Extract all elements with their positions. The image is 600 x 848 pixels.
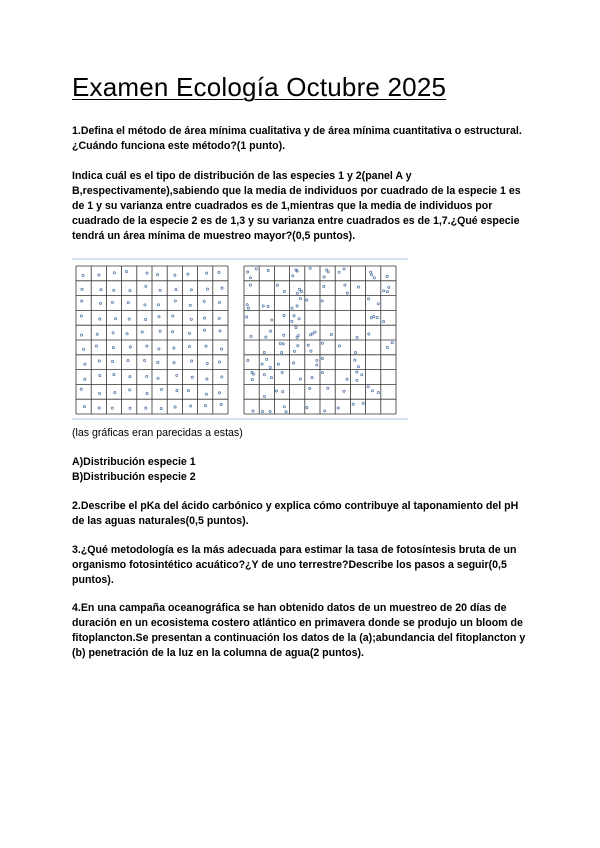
panel-a-individual-dot [220, 403, 222, 405]
panel-b-individual-dot [309, 387, 311, 389]
panel-a-individual-dot [128, 318, 130, 320]
panel-a-individual-dot [146, 272, 148, 274]
panel-b-individual-dot [362, 402, 364, 404]
panel-a-individual-dot [190, 289, 192, 291]
panel-b-individual-dot [370, 317, 372, 319]
panel-b-individual-dot [276, 284, 278, 286]
panel-b-individual-dot [291, 320, 293, 322]
panel-b-individual-dot [249, 277, 251, 279]
panel-a-individual-dot [80, 388, 82, 390]
panel-a-individual-dot [174, 274, 176, 276]
panel-a-individual-dot [126, 271, 128, 273]
panel-b-individual-dot [310, 350, 312, 352]
panel-b-individual-dot [354, 352, 356, 354]
panel-a-individual-dot [129, 346, 131, 348]
figure-caption: (las gráficas eran parecidas a estas) [72, 427, 243, 439]
panel-a-individual-dot [221, 376, 223, 378]
panel-b-individual-dot [330, 333, 332, 335]
panel-b-individual-dot [314, 331, 316, 333]
panel-a-individual-dot [99, 302, 101, 304]
panel-b-individual-dot [391, 342, 393, 344]
panel-a-individual-dot [218, 361, 220, 363]
panel-a-individual-dot [203, 300, 205, 302]
panel-a-individual-dot [98, 274, 100, 276]
panel-b-individual-dot [386, 346, 388, 348]
panel-a-individual-dot [205, 393, 207, 395]
panel-a-individual-dot [187, 273, 189, 275]
panel-a-individual-dot [176, 374, 178, 376]
panel-b-individual-dot [271, 319, 273, 321]
panel-b-individual-dot [316, 364, 318, 366]
panel-b-individual-dot [356, 371, 358, 373]
question-4: 4.En una campaña oceanográfica se han obtenido datos de un muestreo de 20 días de duración en un ecosistema costero atlántico en primavera donde se produjo un bloom de fitoplancton.Se presentan a continuación los datos de la (a);abundancia del fitoplancton y (b) penetración de la luz en la columna de agua(2 puntos). [72, 602, 526, 659]
panel-a-individual-dot [188, 332, 190, 334]
panel-b-individual-dot [279, 342, 281, 344]
panel-a-individual-dot [204, 317, 206, 319]
panel-a-individual-dot [189, 304, 191, 306]
question-1-body: Indica cuál es el tipo de distribución de las especies 1 y 2(panel A y B,respectivamente),sabiendo que la media de individuos por cuadrado de la especie 1 es de 1 y su varianza entre cuadrados es de 1,mientras que la media de individuos por cuadrado de la especie 2 es de 1,3 y su varianza entre cuadrados es de 1,7.¿Qué especie tendrá un área mínima de muestreo mayor?(0,5 puntos). [72, 170, 521, 242]
panel-a-individual-dot [141, 331, 143, 333]
panel-a-individual-dot [221, 348, 223, 350]
panel-a-individual-dot [113, 374, 115, 376]
panel-a-individual-dot [129, 376, 131, 378]
panel-a-individual-dot [218, 271, 220, 273]
panel-a-individual-dot [146, 345, 148, 347]
panel-b-individual-dot [386, 275, 388, 277]
panel-b-individual-dot [300, 291, 302, 293]
panel-b-individual-dot [252, 410, 254, 412]
panel-b-individual-dot [262, 305, 264, 307]
panel-b-individual-dot [337, 407, 339, 409]
panel-a-individual-dot [83, 406, 85, 408]
panel-a-individual-dot [82, 274, 84, 276]
panel-b-individual-dot [354, 359, 356, 361]
panel-a-individual-dot [99, 318, 101, 320]
panel-b-individual-dot [261, 363, 263, 365]
panel-b-individual-dot [343, 268, 345, 270]
panel-a-individual-dot [157, 377, 159, 379]
panel-b-individual-dot [321, 300, 323, 302]
panel-b-individual-dot [346, 378, 348, 380]
panel-a-individual-dot [218, 317, 220, 319]
panel-b-individual-dot [388, 286, 390, 288]
panel-b-individual-dot [309, 267, 311, 269]
panel-b-individual-dot [356, 379, 358, 381]
panel-b-individual-dot [269, 366, 271, 368]
panel-b-individual-dot [270, 330, 272, 332]
panel-a-individual-dot [80, 334, 82, 336]
panel-b-individual-dot [299, 378, 301, 380]
panel-a-individual-dot [146, 375, 148, 377]
panel-a-individual-dot [157, 274, 159, 276]
panel-b-individual-dot [311, 377, 313, 379]
panel-a-individual-dot [188, 346, 190, 348]
panel-b-individual-dot [306, 406, 308, 408]
question-1-intro: 1.Defina el método de área mínima cualitativa y de área mínima cuantitativa o estructural.¿Cuándo funciona este método?(1 punto). [72, 125, 522, 152]
panel-a-individual-dot [206, 362, 208, 364]
panel-a-individual-dot [190, 318, 192, 320]
panel-a-individual-dot [113, 272, 115, 274]
panel-a-individual-dot [191, 360, 193, 362]
panel-b-individual-dot [357, 286, 359, 288]
panel-b-individual-dot [269, 410, 271, 412]
panel-b-individual-dot [297, 345, 299, 347]
panel-a-individual-dot [173, 347, 175, 349]
panel-a-individual-dot [129, 407, 131, 409]
panel-a-individual-dot [145, 285, 147, 287]
panel-b-individual-dot [247, 307, 249, 309]
answer-a: A)Distribución especie 1 [72, 456, 196, 468]
panel-a-individual-dot [84, 378, 86, 380]
panel-a-individual-dot [126, 333, 128, 335]
panel-a-individual-dot [159, 330, 161, 332]
panel-a-individual-dot [98, 407, 100, 409]
panel-b-individual-dot [376, 317, 378, 319]
panel-b-individual-dot [277, 363, 279, 365]
panel-b-individual-dot [316, 359, 318, 361]
panel-a-individual-dot [145, 318, 147, 320]
panel-a-individual-dot [159, 289, 161, 291]
panel-b-individual-dot [282, 343, 284, 345]
panel-a-individual-dot [160, 408, 162, 410]
panel-b-individual-dot [270, 377, 272, 379]
panel-a-individual-dot [157, 361, 159, 363]
panel-b-individual-dot [263, 374, 265, 376]
panel-b-individual-dot [251, 379, 253, 381]
panel-b-individual-dot [266, 358, 268, 360]
panel-b-individual-dot [263, 395, 265, 397]
panel-b-individual-dot [261, 410, 263, 412]
panel-a-individual-dot [172, 315, 174, 317]
panel-b-individual-dot [386, 291, 388, 293]
panel-b-individual-dot [283, 334, 285, 336]
panel-b-individual-dot [283, 314, 285, 316]
panel-a-individual-dot [206, 378, 208, 380]
panel-b-individual-dot [293, 315, 295, 317]
distribution-panels-figure [72, 258, 408, 420]
answer-b: B)Distribución especie 2 [72, 471, 196, 483]
panel-b-individual-dot [283, 406, 285, 408]
panel-a-individual-dot [112, 332, 114, 334]
panel-a-individual-dot [98, 392, 100, 394]
panel-b-individual-dot [383, 290, 385, 292]
panel-b-individual-dot [293, 362, 295, 364]
panel-a-individual-dot [115, 318, 117, 320]
panel-b-individual-dot [323, 285, 325, 287]
panel-b-individual-dot [321, 372, 323, 374]
panel-a-individual-dot [172, 331, 174, 333]
panel-a-individual-dot [206, 288, 208, 290]
panel-b-individual-dot [367, 386, 369, 388]
panel-a-individual-dot [99, 375, 101, 377]
panel-a-individual-dot [83, 348, 85, 350]
panel-a-individual-dot [96, 333, 98, 335]
panel-a-individual-dot [221, 287, 223, 289]
panel-b-individual-dot [357, 366, 359, 368]
panel-b-individual-dot [352, 403, 354, 405]
panel-a-individual-dot [144, 359, 146, 361]
panel-b-individual-dot [296, 292, 298, 294]
panel-a-individual-dot [187, 390, 189, 392]
panel-b-individual-dot [356, 336, 358, 338]
panel-a-individual-dot [112, 360, 114, 362]
panel-b-individual-dot [377, 303, 379, 305]
panel-a-individual-dot [113, 289, 115, 291]
panel-a-individual-dot [160, 388, 162, 390]
panel-b-individual-dot [327, 271, 329, 273]
panel-a-individual-dot [204, 329, 206, 331]
panel-a-individual-dot [173, 362, 175, 364]
panel-b-individual-dot [249, 284, 251, 286]
panel-b-individual-dot [247, 271, 249, 273]
panel-a-individual-dot [190, 405, 192, 407]
panel-a-individual-dot [81, 288, 83, 290]
panel-b-individual-dot [370, 271, 372, 273]
panel-a-individual-dot [127, 302, 129, 304]
panel-b-individual-dot [282, 391, 284, 393]
panel-a-individual-dot [112, 347, 114, 349]
panel-b-individual-dot [285, 411, 287, 413]
panel-b-individual-dot [371, 274, 373, 276]
panel-b-individual-dot [263, 351, 265, 353]
panel-a-individual-dot [81, 300, 83, 302]
panel-b-individual-dot [296, 305, 298, 307]
panel-b-individual-dot [246, 316, 248, 318]
panel-a-individual-dot [206, 272, 208, 274]
panel-a-individual-dot [114, 392, 116, 394]
panel-b-individual-dot [368, 333, 370, 335]
panel-b-individual-dot [323, 276, 325, 278]
panel-b-individual-dot [310, 334, 312, 336]
panel-a-individual-dot [158, 348, 160, 350]
panel-b-individual-dot [299, 298, 301, 300]
panel-a-individual-dot [174, 406, 176, 408]
question-3: 3.¿Qué metodología es la más adecuada para estimar la tasa de fotosíntesis bruta de un organismo fotosintético acuático?¿Y de uno terrestre?Describe los pasos a seguir(0,5 puntos). [72, 544, 517, 586]
panel-a-individual-dot [218, 301, 220, 303]
panel-b-individual-dot [281, 371, 283, 373]
panel-b-individual-dot [251, 371, 253, 373]
panel-b-individual-dot [321, 357, 323, 359]
panel-b-individual-dot [275, 390, 277, 392]
panel-a-individual-dot [191, 376, 193, 378]
panel-b-individual-dot [250, 335, 252, 337]
panel-b-individual-dot [361, 374, 363, 376]
panel-b-individual-dot [255, 268, 257, 270]
panel-a-individual-dot [84, 363, 86, 365]
panel-a-individual-dot [204, 405, 206, 407]
panel-b-individual-dot [306, 299, 308, 301]
panel-a-individual-dot [100, 289, 102, 291]
panel-b-individual-dot [338, 271, 340, 273]
panel-a-individual-dot [127, 360, 129, 362]
panel-a-individual-dot [80, 315, 82, 317]
panel-a-individual-dot [158, 316, 160, 318]
panel-a-individual-dot [175, 289, 177, 291]
panel-b-individual-dot [338, 345, 340, 347]
panel-a-individual-dot [144, 304, 146, 306]
panel-b-individual-dot [373, 277, 375, 279]
panel-b-individual-dot [246, 304, 248, 306]
panel-b-individual-dot [293, 350, 295, 352]
panel-b-individual-dot [247, 359, 249, 361]
panel-b-individual-dot [371, 390, 373, 392]
panel-b-individual-dot [281, 352, 283, 354]
panel-a-individual-dot [95, 345, 97, 347]
panel-b-individual-dot [327, 387, 329, 389]
panel-b-individual-dot [296, 270, 298, 272]
panel-a-individual-dot [145, 407, 147, 409]
panel-b-individual-dot [295, 326, 297, 328]
panel-a-individual-dot [174, 300, 176, 302]
panel-b-individual-dot [267, 269, 269, 271]
panel-b-individual-dot [324, 410, 326, 412]
panel-b-individual-dot [343, 390, 345, 392]
panel-b-individual-dot [283, 290, 285, 292]
panel-a-individual-dot [111, 407, 113, 409]
panel-b-individual-dot [377, 392, 379, 394]
panel-a-individual-dot [129, 389, 131, 391]
panel-a-individual-dot [129, 290, 131, 292]
panel-b-individual-dot [267, 305, 269, 307]
panel-a-individual-dot [219, 330, 221, 332]
panel-b-individual-dot [291, 307, 293, 309]
panel-b-individual-dot [344, 284, 346, 286]
panel-b-individual-dot [383, 321, 385, 323]
panel-a-individual-dot [218, 392, 220, 394]
panel-a-individual-dot [205, 345, 207, 347]
question-2: 2.Describe el pKa del ácido carbónico y explica cómo contribuye al taponamiento del pH de las aguas naturales(0,5 puntos). [72, 500, 519, 527]
panel-b-individual-dot [307, 344, 309, 346]
panel-a-individual-dot [176, 389, 178, 391]
panel-b-individual-dot [321, 342, 323, 344]
panel-b-individual-dot [298, 318, 300, 320]
panel-b-individual-dot [346, 292, 348, 294]
panel-a-individual-dot [111, 301, 113, 303]
panel-a-individual-dot [157, 304, 159, 306]
panel-a-individual-dot [98, 360, 100, 362]
panel-b-individual-dot [373, 316, 375, 318]
panel-b-individual-dot [297, 335, 299, 337]
panel-b-individual-dot [368, 298, 370, 300]
distribution-panels-svg [72, 258, 408, 420]
page-title: Examen Ecología Octubre 2025 [72, 72, 447, 102]
panel-b-individual-dot [292, 275, 294, 277]
panel-a-individual-dot [146, 392, 148, 394]
panel-b-individual-dot [265, 336, 267, 338]
panel-b-individual-dot [298, 288, 300, 290]
